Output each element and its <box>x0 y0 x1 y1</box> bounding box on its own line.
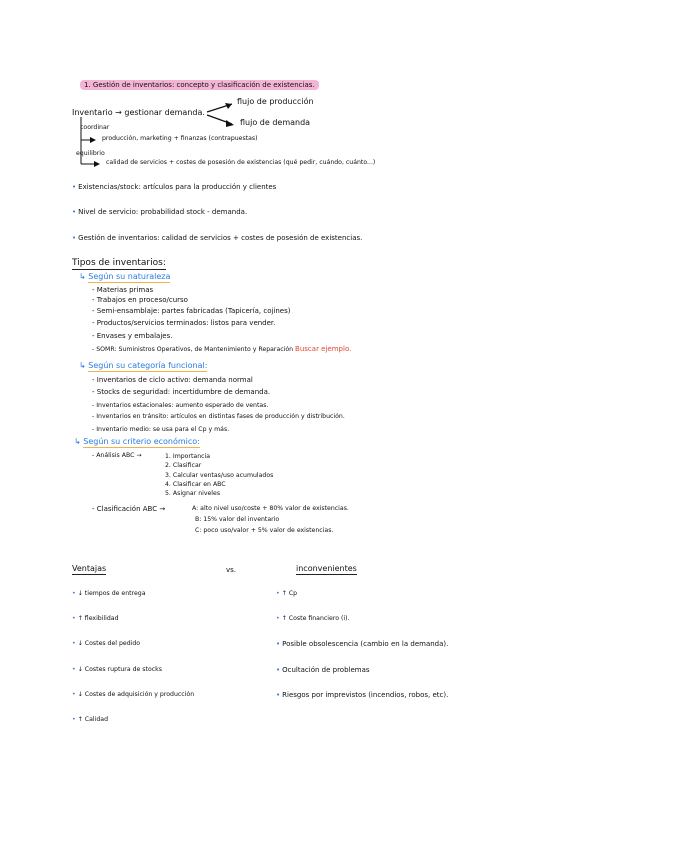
ventaja-item: • ↓ Costes ruptura de stocks <box>72 666 162 673</box>
naturaleza-item: - Materias primas <box>92 286 154 294</box>
bullet-nivel-servicio: • Nivel de servicio: probabilidad stock - demanda. <box>72 208 248 216</box>
coordinar-text: producción, marketing + finanzas (contrapuestas) <box>102 135 258 142</box>
inconvenientes-heading: inconvenientes <box>296 564 357 573</box>
abc-class-item: B: 15% valor del inventario <box>195 516 280 523</box>
bullet-existencias: • Existencias/stock: artículos para la producción y clientes <box>72 183 277 191</box>
naturaleza-item-somr: - SOMR: Suministros Operativos, de Mantenimiento y Reparación Buscar ejemplo. <box>92 345 352 353</box>
abc-step: 1. Importancia <box>165 453 211 460</box>
ventaja-item: • ↑ Calidad <box>72 716 109 723</box>
naturaleza-item: - Semi-ensamblaje: partes fabricadas (Tapicería, cojines) <box>92 307 291 315</box>
naturaleza-heading: ↳ Según su naturaleza <box>79 272 171 281</box>
abc-step: 3. Calcular ventas/uso acumulados <box>165 472 274 479</box>
tipos-heading: Tipos de inventarios: <box>72 258 166 268</box>
inventory-main-statement: Inventario → gestionar demanda. <box>72 108 205 117</box>
arrowhead-demand <box>226 120 234 127</box>
abc-step: 5. Asignar niveles <box>165 490 221 497</box>
vs-label: vs. <box>226 566 237 574</box>
equilibrio-text: calidad de servicios + costes de posesión de existencias (qué pedir, cuándo, cuánto...) <box>106 159 376 166</box>
equilibrio-label: equilibrio <box>76 150 105 157</box>
funcional-item: - Inventario medio: se usa para el Cp y más. <box>92 426 230 433</box>
ventajas-heading: Ventajas <box>72 564 107 573</box>
abc-class-item: A: alto nivel uso/coste + 80% valor de existencias. <box>192 505 349 512</box>
abc-class-item: C: poco uso/valor + 5% valor de existencias. <box>195 527 334 534</box>
ventaja-item: • ↓ Costes de adquisición y producción <box>72 691 195 698</box>
abc-classification-label: - Clasificación ABC → <box>92 505 166 513</box>
funcional-heading: ↳ Según su categoría funcional: <box>79 361 208 370</box>
arrowhead-coordinar <box>90 137 96 143</box>
abc-step: 2. Clasificar <box>165 462 202 469</box>
inconveniente-item: • ↑ Coste financiero (i). <box>276 615 350 622</box>
abc-analysis-label: - Análisis ABC → <box>92 452 142 459</box>
production-flow-label: flujo de producción <box>237 97 314 106</box>
inconveniente-item: • ↑ Cp <box>276 590 298 597</box>
inconveniente-item: • Posible obsolescencia (cambio en la demanda). <box>276 640 449 648</box>
arrowhead-equilibrio <box>94 161 100 167</box>
ventaja-item: • ↑ flexibilidad <box>72 615 119 622</box>
naturaleza-item: - Trabajos en proceso/curso <box>92 296 188 304</box>
economico-heading: ↳ Según su criterio económico: <box>74 437 200 446</box>
page-title: 1. Gestión de inventarios: concepto y clasificación de existencias. <box>80 82 319 89</box>
funcional-item: - Inventarios de ciclo activo: demanda normal <box>92 376 253 384</box>
inconveniente-item: • Riesgos por imprevistos (incendios, robos, etc). <box>276 691 449 699</box>
demand-flow-label: flujo de demanda <box>240 118 311 127</box>
naturaleza-item: - Envases y embalajes. <box>92 332 173 340</box>
coordinar-label: coordinar <box>80 124 110 131</box>
funcional-item: - Inventarios en tránsito: artículos en distintas fases de producción y distribución. <box>92 413 345 420</box>
funcional-item: - Inventarios estacionales: aumento esperado de ventas. <box>92 402 269 409</box>
ventaja-item: • ↓ Costes del pedido <box>72 640 141 647</box>
naturaleza-item: - Productos/servicios terminados: listos para vender. <box>92 319 276 327</box>
inconveniente-item: • Ocultación de problemas <box>276 666 370 674</box>
funcional-item: - Stocks de seguridad: incertidumbre de demanda. <box>92 388 271 396</box>
ventaja-item: • ↓ tiempos de entrega <box>72 590 146 597</box>
bullet-gestion-inventarios: • Gestión de inventarios: calidad de servicios + costes de posesión de existencias. <box>72 234 363 242</box>
abc-step: 4. Clasificar en ABC <box>165 481 226 488</box>
buscar-ejemplo-note: Buscar ejemplo. <box>295 345 352 353</box>
